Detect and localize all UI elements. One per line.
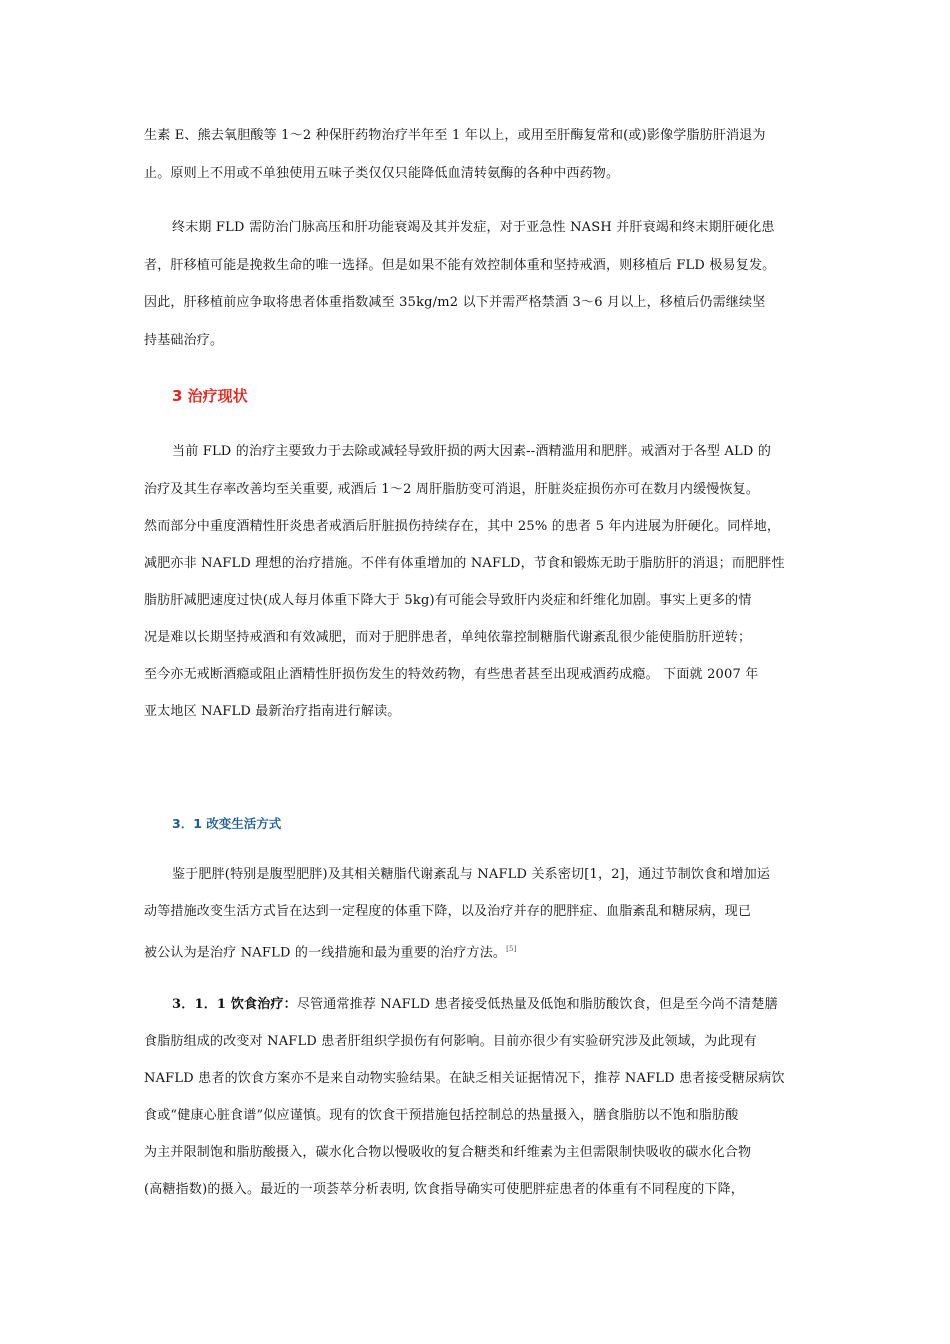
text-line bbox=[144, 940, 517, 962]
section-heading: 3 治疗现状 bbox=[172, 387, 248, 405]
text-line: (高糖指数)的摄入。最近的一项荟萃分析表明, 饮食指导确实可使肥胖症患者的体重有不同程度的下降， bbox=[144, 1182, 745, 1197]
subsection-heading: 3．1 改变生活方式 bbox=[172, 816, 282, 831]
text-line: 止。原则上不用或不单独使用五味子类仅仅只能降低血清转氨酶的各种中西药物。 bbox=[144, 166, 620, 181]
text-line bbox=[172, 996, 778, 1014]
text-line: 至今亦无戒断酒瘾或阻止酒精性肝损伤发生的特效药物，有些患者甚至出现戒酒药成瘾。 下面就 2007 年 bbox=[144, 667, 759, 682]
text-line: 治疗及其生存率改善均至关重要, 戒酒后 1～2 周肝脂肪变可消退，肝脏炎症损伤亦可在数月内缓慢恢复。 bbox=[144, 482, 760, 497]
text-line: 者，肝移植可能是挽救生命的唯一选择。但是如果不能有效控制体重和坚持戒酒，则移植后 FLD 极易复发。 bbox=[144, 258, 776, 273]
text-line: 终末期 FLD 需防治门脉高压和肝功能衰竭及其并发症，对于亚急性 NASH 并肝衰竭和终末期肝硬化患 bbox=[172, 220, 775, 235]
text-line: 当前 FLD 的治疗主要致力于去除或减轻导致肝损的两大因素--酒精滥用和肥胖。戒酒对于各型 ALD 的 bbox=[172, 444, 772, 459]
text-line: 食或“健康心脏食谱”似应谨慎。现有的饮食干预措施包括控制总的热量摄入，膳食脂肪以不饱和脂肪酸 bbox=[144, 1108, 739, 1123]
text-line: 减肥亦非 NAFLD 理想的治疗措施。不伴有体重增加的 NAFLD，节食和锻炼无助于脂肪肝的消退；而肥胖性 bbox=[144, 556, 785, 571]
text-line: 生素 E、熊去氧胆酸等 1～2 种保肝药物治疗半年至 1 年以上，或用至肝酶复常和(或)影像学脂肪肝消退为 bbox=[144, 128, 766, 143]
text-line: 食脂肪组成的改变对 NAFLD 患者肝组织学损伤有何影响。目前亦很少有实验研究涉及此领域，为此现有 bbox=[144, 1034, 757, 1049]
text-span: 被公认为是治疗 NAFLD 的一线措施和最为重要的治疗方法。 bbox=[144, 945, 507, 961]
text-line: 鉴于肥胖(特别是腹型肥胖)及其相关糖脂代谢紊乱与 NAFLD 关系密切[1，2]，通过节制饮食和增加运 bbox=[172, 867, 771, 882]
text-line: 持基础治疗。 bbox=[144, 333, 224, 348]
text-line: 亚太地区 NAFLD 最新治疗指南进行解读。 bbox=[144, 704, 401, 719]
text-line: 为主并限制饱和脂肪酸摄入，碳水化合物以慢吸收的复合糖类和纤维素为主但需限制快吸收的碳水化合物 bbox=[144, 1145, 752, 1160]
text-span: 尽管通常推荐 NAFLD 患者接受低热量及低饱和脂肪酸饮食，但是至今尚不清楚膳 bbox=[296, 997, 778, 1012]
text-line: NAFLD 患者的饮食方案亦不是来自动物实验结果。在缺乏相关证据情况下，推荐 NAFLD 患者接受糖尿病饮 bbox=[144, 1071, 785, 1086]
text-line: 脂肪肝减肥速度过快(成人每月体重下降大于 5kg)有可能会导致肝内炎症和纤维化加剧。事实上更多的情 bbox=[144, 593, 752, 608]
reference-mark: [5] bbox=[506, 945, 517, 953]
text-line: 况是难以长期坚持戒酒和有效减肥，而对于肥胖患者，单纯依靠控制糖脂代谢紊乱很少能使脂肪肝逆转； bbox=[144, 630, 752, 645]
paragraph-label: 3．1．1 饮食治疗： bbox=[172, 997, 297, 1012]
text-line: 然而部分中重度酒精性肝炎患者戒酒后肝脏损伤持续存在，其中 25% 的患者 5 年内进展为肝硬化。同样地， bbox=[144, 519, 781, 534]
text-line: 动等措施改变生活方式旨在达到一定程度的体重下降，以及治疗并存的肥胖症、血脂紊乱和糖尿病，现已 bbox=[144, 904, 752, 919]
text-line: 因此，肝移植前应争取将患者体重指数减至 35kg/m2 以下并需严格禁酒 3～6 月以上，移植后仍需继续坚 bbox=[144, 295, 766, 310]
